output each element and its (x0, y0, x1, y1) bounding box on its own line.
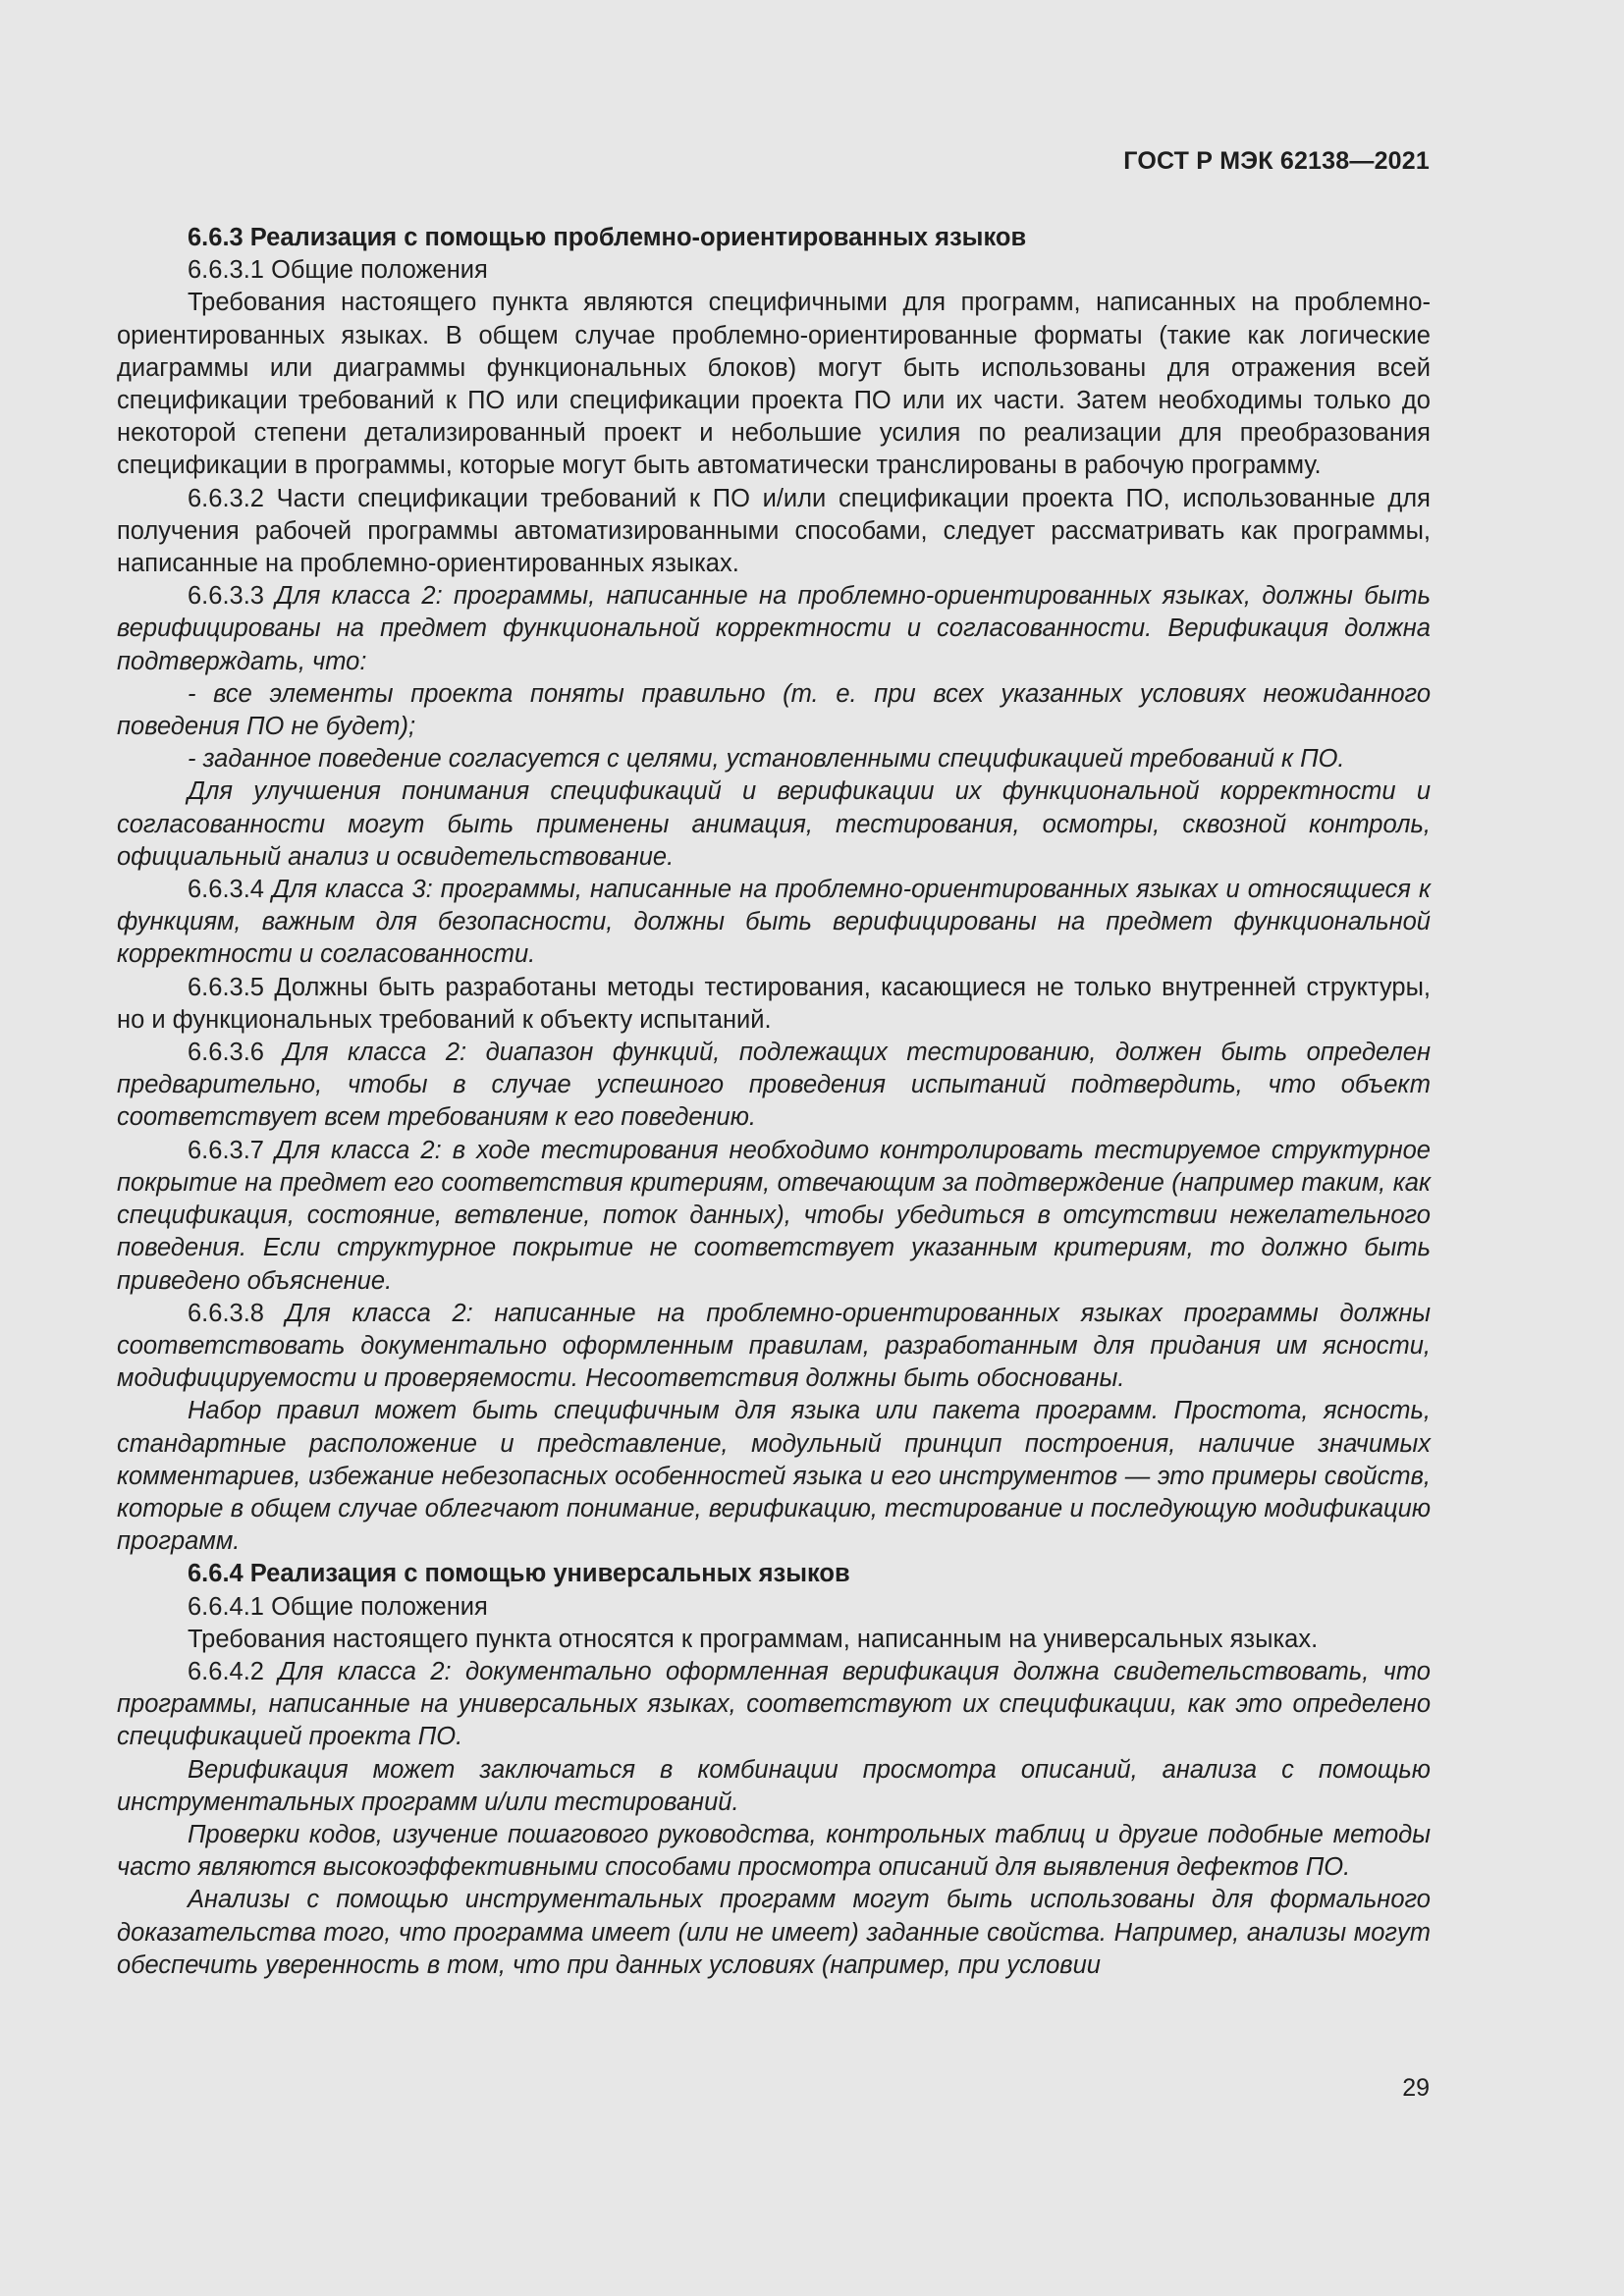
clause-number: 6.6.4.2 (188, 1657, 279, 1685)
paragraph: 6.6.3.2 Части спецификации требований к ПО и/или спецификации проекта ПО, использованные для получения рабочей программы автоматизированными способами, следует рассматривать как программы, написанные на проблемно-ориентированных языках. (117, 484, 1431, 578)
paragraph: 6.6.3.5 Должны быть разработаны методы тестирования, касающиеся не только внутренней структуры, но и функциональных требований к объекту испытаний. (117, 973, 1431, 1034)
paragraph (117, 580, 1431, 678)
paragraph (117, 1037, 1431, 1135)
clause-number: 6.6.3.7 (188, 1136, 276, 1164)
paragraph: Анализы с помощью инструментальных программ могут быть использованы для формального доказательства того, что программа имеет (или не имеет) заданные свойства. Например, анализы могут обеспечить уверенность в том, что при данных условиях (например, при условии (117, 1886, 1431, 1979)
paragraph: Набор правил может быть специфичным для языка или пакета программ. Простота, ясность, стандартные расположение и представление, модульный принцип построения, наличие значимых комментариев, избежание небезопасных особенностей языка и его инструментов — это примеры свойств, которые в общем случае облегчают понимание, верификацию, тестирование и последующую модификацию программ. (117, 1397, 1431, 1556)
paragraph (117, 1656, 1431, 1754)
section-heading: 6.6.3 Реализация с помощью проблемно-ориентированных языков (188, 224, 1027, 251)
clause-text: Для класса 2: в ходе тестирования необходимо контролировать тестируемое структурное покрытие на предмет его соответствия критериям, отвечающим за подтверждение (например таким, как спецификация, состояние, ветвление, поток данных), чтобы убедиться в отсутствии нежелательного поведения. Если структурное покрытие не соответствует указанным критериям, то должно быть приведено объяснение. (117, 1136, 1431, 1295)
paragraph: Верификация может заключаться в комбинации просмотра описаний, анализа с помощью инструментальных программ и/или тестирований. (117, 1755, 1431, 1816)
paragraph: - заданное поведение согласуется с целями, установленными спецификацией требований к ПО. (188, 745, 1345, 774)
document-body (117, 222, 1431, 1982)
paragraph: Для улучшения понимания спецификаций и верификации их функциональной корректности и согласованности могут быть применены анимация, тестирования, осмотры, сквозной контроль, официальный анализ и освидетельствование. (117, 777, 1431, 871)
clause-text: Для класса 3: программы, написанные на проблемно-ориентированных языках и относящиеся к функциям, важным для безопасности, должны быть верифицированы на предмет функциональной корректности и согласованности. (117, 876, 1431, 969)
paragraph: Проверки кодов, изучение пошагового руководства, контрольных таблиц и другие подобные методы часто являются высокоэффективными способами просмотра описаний для выявления дефектов ПО. (117, 1820, 1431, 1882)
paragraph: Требования настоящего пункта являются специфичными для программ, написанных на проблемно-ориентированных языках. В общем случае проблемно-ориентированные форматы (такие как логические диаграммы или диаграммы функциональных блоков) могут быть использованы для отражения всей спецификации требований к ПО или спецификации проекта ПО или их части. Затем необходимы только до некоторой степени детализированный проект и небольшие усилия по реализации для преобразования спецификации в программы, которые могут быть автоматически транслированы в рабочую программу. (117, 289, 1431, 480)
paragraph (117, 1135, 1431, 1298)
paragraph (117, 874, 1431, 972)
clause-text: Для класса 2: документально оформленная верификация должна свидетельствовать, что программы, написанные на универсальных языках, соответствуют их спецификации, как это определено спецификацией проекта ПО. (117, 1657, 1431, 1751)
clause-number: 6.6.3.8 (188, 1299, 286, 1327)
clause-number: 6.6.3.4 (188, 876, 273, 904)
clause-number: 6.6.3.3 (188, 582, 276, 611)
page-number: 29 (1402, 2074, 1430, 2102)
paragraph: - все элементы проекта поняты правильно (т. е. при всех указанных условиях неожиданного поведения ПО не будет); (117, 679, 1431, 741)
clause-number: 6.6.3.6 (188, 1039, 284, 1067)
paragraph: 6.6.4.1 Общие положения (188, 1592, 488, 1621)
section-heading: 6.6.4 Реализация с помощью универсальных языков (188, 1560, 850, 1588)
paragraph: 6.6.3.1 Общие положения (188, 256, 488, 285)
clause-text: Для класса 2: диапазон функций, подлежащих тестированию, должен быть определен предварительно, чтобы в случае успешного проведения испытаний подтвердить, что объект соответствует всем требованиям к его поведению. (117, 1039, 1431, 1132)
paragraph (117, 1298, 1431, 1396)
clause-text: Для класса 2: программы, написанные на проблемно-ориентированных языках, должны быть верифицированы на предмет функциональной корректности и согласованности. Верификация должна подтверждать, что: (117, 582, 1431, 675)
paragraph: Требования настоящего пункта относятся к программам, написанным на универсальных языках. (188, 1625, 1319, 1653)
standard-code-header: ГОСТ Р МЭК 62138—2021 (1123, 147, 1430, 175)
clause-text: Для класса 2: написанные на проблемно-ориентированных языках программы должны соответствовать документально оформленным правилам, разработанным для придания им ясности, модифицируемости и проверяемости. Несоответствия должны быть обоснованы. (117, 1299, 1431, 1393)
